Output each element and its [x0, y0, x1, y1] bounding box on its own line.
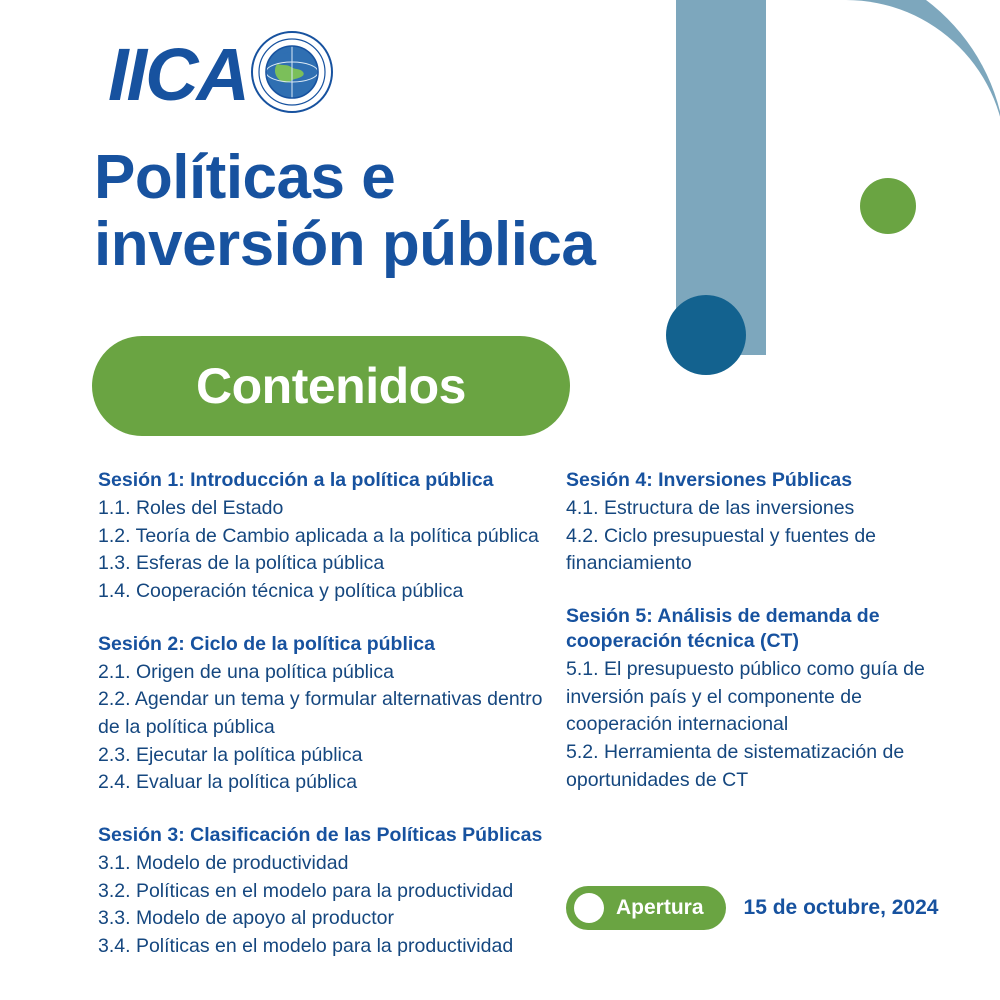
session-item: 1.2. Teoría de Cambio aplicada a la política pública [98, 524, 539, 547]
session-item: 3.3. Modelo de apoyo al productor [98, 907, 394, 930]
iica-logo-text: IICA [108, 32, 248, 116]
session-item: 3.1. Modelo de productividad [98, 852, 349, 875]
session-block [98, 468, 548, 606]
apertura-badge [566, 886, 726, 930]
session-item: 3.2. Políticas en el modelo para la productividad [98, 879, 514, 902]
session-block [98, 632, 548, 797]
session-heading: Sesión 5: Análisis de demanda de cooperación técnica (CT) [566, 605, 880, 652]
contents-banner-label: Contenidos [196, 358, 466, 414]
session-heading: Sesión 1: Introducción a la política pública [98, 469, 494, 491]
session-block [566, 604, 946, 794]
session-item: 3.4. Políticas en el modelo para la productividad [98, 935, 514, 958]
bullet-icon [574, 893, 604, 923]
session-item: 2.3. Ejecutar la política pública [98, 743, 363, 766]
session-heading: Sesión 3: Clasificación de las Políticas Públicas [98, 824, 543, 847]
page-title-line1: Políticas e [94, 143, 396, 212]
session-item: 1.1. Roles del Estado [98, 496, 284, 519]
session-heading: Sesión 2: Ciclo de la política pública [98, 632, 435, 655]
footer [566, 886, 938, 930]
iica-wordmark [108, 32, 248, 116]
page-title [94, 145, 714, 279]
session-item: 2.1. Origen de una política pública [98, 660, 394, 683]
dark-blue-circle [666, 295, 746, 375]
session-item: 4.1. Estructura de las inversiones [566, 496, 855, 519]
hook-cutout [766, 0, 1000, 160]
hook-curve [676, 0, 1000, 160]
session-item: 1.3. Esferas de la política pública [98, 552, 385, 575]
iica-oea-emblem-icon [250, 30, 334, 114]
green-circle [860, 178, 916, 234]
session-item: 4.2. Ciclo presupuestal y fuentes de financiamiento [566, 524, 877, 575]
session-block [566, 468, 946, 578]
session-block [98, 823, 548, 961]
session-item: 1.4. Cooperación técnica y política pública [98, 580, 464, 603]
apertura-badge-label: Apertura [616, 896, 704, 919]
session-item: 5.2. Herramienta de sistematización de oportunidades de CT [566, 740, 905, 791]
brand-logo [108, 30, 334, 114]
contents-column-right [566, 468, 946, 794]
hook-shape [676, 0, 1000, 360]
session-item: 2.4. Evaluar la política pública [98, 771, 358, 794]
contents-banner [92, 336, 570, 436]
event-date: 15 de octubre, 2024 [743, 896, 939, 919]
session-item: 5.1. El presupuesto público como guía de inversión país y el componente de cooperación internacional [566, 657, 925, 736]
session-heading: Sesión 4: Inversiones Públicas [566, 469, 853, 491]
page-title-line2: inversión pública [94, 209, 596, 279]
session-item: 2.2. Agendar un tema y formular alternativas dentro de la política pública [98, 688, 543, 739]
contents-column-left [98, 468, 548, 961]
